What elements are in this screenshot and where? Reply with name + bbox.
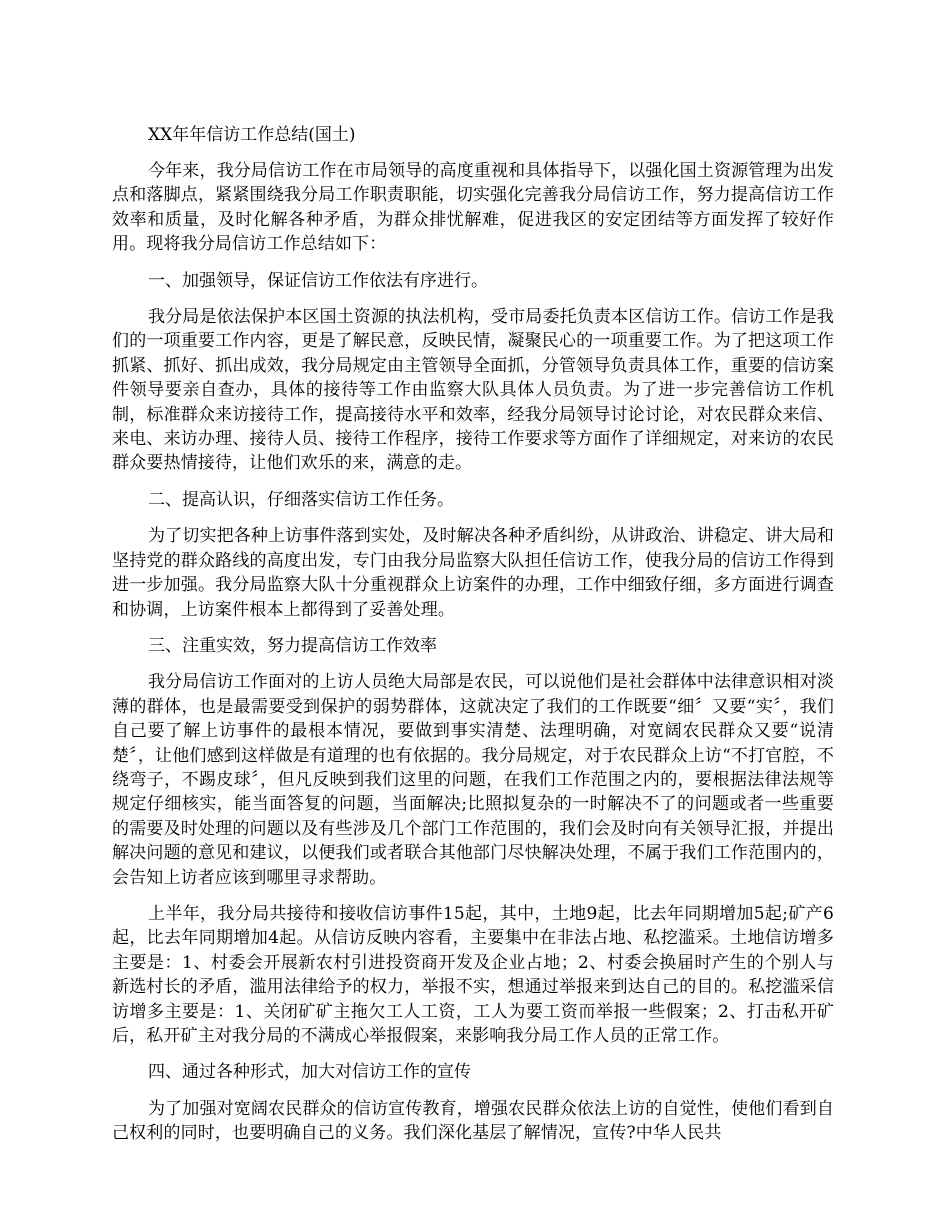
document-page — [112, 122, 834, 1158]
intro-paragraph: 今年来，我分局信访工作在市局领导的高度重视和具体指导下，以强化国土资源管理为出发点和落脚点，紧紧围绕我分局工作职责职能，切实强化完善我分局信访工作，努力提高信访工作效率和质量，及时化解各种矛盾，为群众排忧解难，促进我区的安定团结等方面发挥了较好作用。现将我分局信访工作总结如下： — [112, 161, 834, 255]
section-heading-3: 三、注重实效，努力提高信访工作效率 — [148, 635, 437, 656]
section-2-paragraph: 为了切实把各种上访事件落到实处，及时解决各种矛盾纠纷，从讲政治、讲稳定、讲大局和坚持党的群众路线的高度出发，专门由我分局监察大队担任信访工作，使我分局的信访工作得到进一步加强。我分局监察大队十分重视群众上访案件的办理，工作中细致仔细，多方面进行调查和协调，上访案件根本上都得到了妥善处理。 — [112, 526, 834, 620]
document-title: XX年年信访工作总结(国土) — [148, 125, 356, 145]
section-heading-2: 二、提高认识，仔细落实信访工作任务。 — [148, 489, 454, 510]
section-1-paragraph: 我分局是依法保护本区国土资源的执法机构，受市局委托负责本区信访工作。信访工作是我们的一项重要工作内容，更是了解民意，反映民情，凝聚民心的一项重要工作。为了把这项工作抓紧、抓好、抓出成效，我分局规定由主管领导全面抓，分管领导负责具体工作，重要的信访案件领导要亲自查办，具体的接待等工作由监察大队具体人员负责。为了进一步完善信访工作机制，标准群众来访接待工作，提高接待水平和效率，经我分局领导讨论讨论，对农民群众来信、来电、来访办理、接待人员、接待工作程序，接待工作要求等方面作了详细规定，对来访的农民群众要热情接待，让他们欢乐的来，满意的走。 — [112, 307, 834, 474]
section-heading-1: 一、加强领导，保证信访工作依法有序进行。 — [148, 270, 488, 291]
section-3-paragraph-1: 我分局信访工作面对的上访人员绝大局部是农民，可以说他们是社会群体中法律意识相对淡薄的群体，也是最需要受到保护的弱势群体，这就决定了我们的工作既要“细〞又要“实〞，我们自己要了解上访事件的最根本情况，要做到事实清楚、法理明确，对宽阔农民群众又要“说清楚〞，让他们感到这样做是有道理的也有依据的。我分局规定，对于农民群众上访“不打官腔，不绕弯子，不踢皮球〞，但凡反映到我们这里的问题，在我们工作范围之内的，要根据法律法规等规定仔细核实，能当面答复的问题，当面解决;比照拟复杂的一时解决不了的问题或者一些重要的需要及时处理的问题以及有些涉及几个部门工作范围的，我们会及时向有关领导汇报，并提出解决问题的意见和建议，以便我们或者联合其他部门尽快解决处理，不属于我们工作范围内的，会告知上访者应该到哪里寻求帮助。 — [112, 672, 834, 888]
section-4-paragraph: 为了加强对宽阔农民群众的信访宣传教育，增强农民群众依法上访的自觉性，使他们看到自己权利的同时，也要明确自己的义务。我们深化基层了解情况，宣传?中华人民共 — [112, 1098, 834, 1144]
section-heading-4: 四、通过各种形式，加大对信访工作的宣传 — [148, 1062, 471, 1083]
section-3-paragraph-2: 上半年，我分局共接待和接收信访事件15起，其中，土地9起，比去年同期增加5起;矿产6起，比去年同期增加4起。从信访反映内容看，主要集中在非法占地、私挖滥采。土地信访增多主要是：1、村委会开展新农村引进投资商开发及企业占地；2、村委会换届时产生的个别人与新选村长的矛盾，滥用法律给予的权力，举报不实，想通过举报来到达自己的目的。私挖滥采信访增多主要是：1、关闭矿矿主拖欠工人工资，工人为要工资而举报一些假案；2、打击私开矿后，私开矿主对我分局的不满成心举报假案，来影响我分局工作人员的正常工作。 — [112, 903, 834, 1046]
